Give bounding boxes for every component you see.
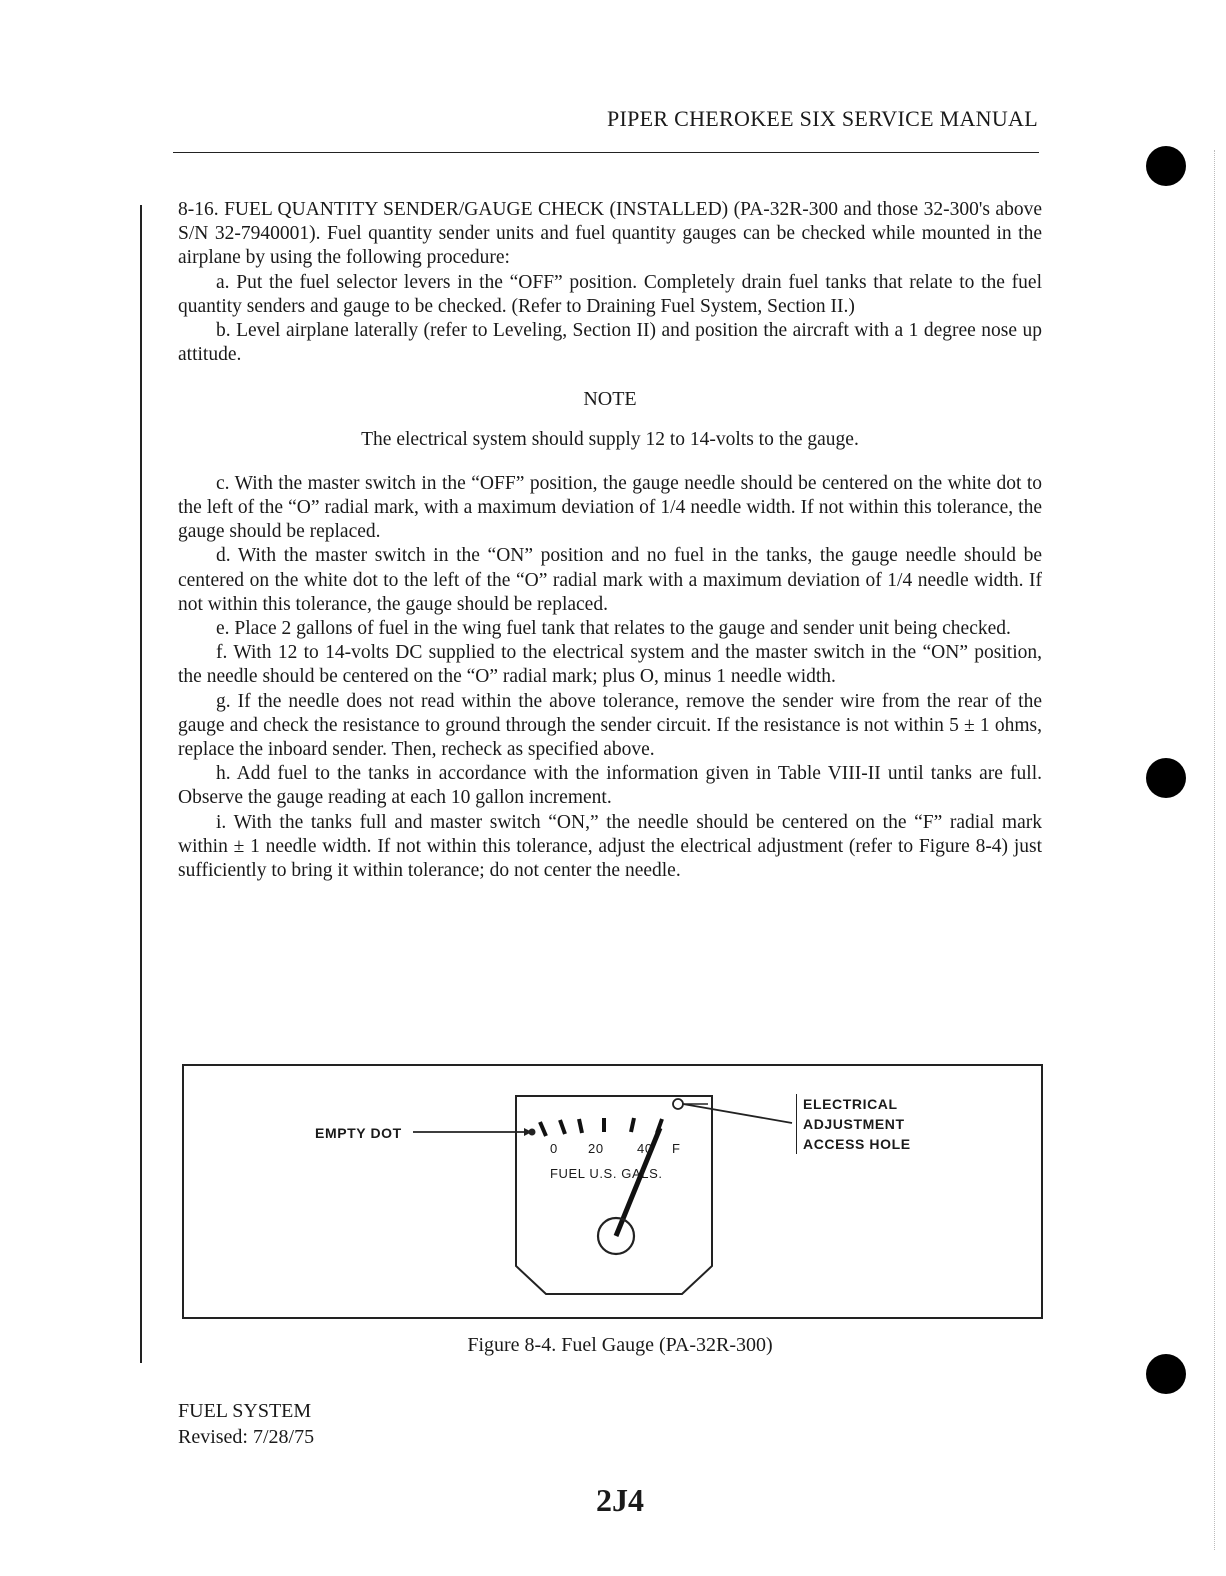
- gauge-scale-label-f: F: [672, 1141, 681, 1156]
- adjustment-label-line-1: ELECTRICAL: [803, 1096, 898, 1112]
- step-a: a. Put the fuel selector levers in the “OFF” position. Completely drain fuel tanks that relate to the fuel quantity senders and gauge to be checked. (Refer to Draining Fuel System, Section II.): [178, 271, 1042, 317]
- gauge-scale-label-20: 20: [588, 1141, 604, 1156]
- gauge-housing-outline: [516, 1096, 712, 1294]
- adjustment-leader-line: [683, 1104, 792, 1123]
- fuel-gauge-drawing: [184, 1066, 1041, 1317]
- adjustment-label: [796, 1094, 911, 1154]
- empty-dot-marker: [529, 1129, 536, 1136]
- step-f: f. With 12 to 14-volts DC supplied to the electrical system and the master switch in the “ON” position, the needle should be centered on the “O” radial mark; plus O, minus 1 needle width.: [178, 642, 1042, 688]
- adjustment-hole-icon: [673, 1099, 683, 1109]
- footer-revision-date: Revised: 7/28/75: [178, 1426, 315, 1448]
- gauge-scale-label-40: 40: [637, 1141, 653, 1156]
- gauge-tick: [540, 1122, 546, 1136]
- binder-hole-top: [1146, 146, 1186, 186]
- adjustment-label-line-3: ACCESS HOLE: [803, 1136, 911, 1152]
- gauge-tick: [631, 1118, 634, 1132]
- note-heading: NOTE: [583, 388, 637, 411]
- step-i: i. With the tanks full and master switch “ON,” the needle should be centered on the “F” radial mark within ± 1 needle width. If not within this tolerance, adjust the electrical adjustment (refer to Figure 8-4) just sufficiently to bring it within tolerance; do not center the needle.: [178, 811, 1042, 882]
- gauge-scale-label-0: 0: [550, 1141, 558, 1156]
- header-rule: [173, 152, 1039, 153]
- figure-caption: Figure 8-4. Fuel Gauge (PA-32R-300): [467, 1334, 773, 1356]
- step-b: b. Level airplane laterally (refer to Leveling, Section II) and position the aircraft with a 1 degree nose up attitude.: [178, 320, 1042, 366]
- gauge-tick: [579, 1119, 582, 1133]
- page-number: 2J4: [596, 1482, 644, 1518]
- step-g: g. If the needle does not read within the above tolerance, remove the sender wire from the rear of the gauge and check the resistance to ground through the sender circuit. If the resistance is not within 5 ± 1 ohms, replace the inboard sender. Then, recheck as specified above.: [178, 690, 1042, 761]
- binder-hole-bottom: [1146, 1354, 1186, 1394]
- revision-change-bar: [140, 205, 142, 1363]
- page-edge-marks: [1214, 150, 1215, 1550]
- step-e: e. Place 2 gallons of fuel in the wing fuel tank that relates to the gauge and sender unit being checked.: [216, 618, 1011, 640]
- footer-section-info: [178, 1398, 314, 1450]
- fuel-gauge-figure: [182, 1064, 1043, 1319]
- note-text: The electrical system should supply 12 to 14-volts to the gauge.: [361, 428, 859, 450]
- step-c: c. With the master switch in the “OFF” position, the gauge needle should be centered on the white dot to the left of the “O” radial mark, with a maximum deviation of 1/4 needle width. If not within this tolerance, the gauge should be replaced.: [178, 472, 1042, 543]
- gauge-units-label: FUEL U.S. GALS.: [550, 1166, 663, 1181]
- empty-dot-label: EMPTY DOT: [315, 1125, 402, 1141]
- procedure-text: [178, 198, 1042, 883]
- binder-hole-middle: [1146, 758, 1186, 798]
- section-intro: 8-16. FUEL QUANTITY SENDER/GAUGE CHECK (INSTALLED) (PA-32R-300 and those 32-300's above S/N 32-7940001). Fuel quantity sender units and fuel quantity gauges can be checked while mounted in the airplane by using the following procedure:: [178, 199, 1042, 269]
- step-h: h. Add fuel to the tanks in accordance with the information given in Table VIII-II until tanks are full. Observe the gauge reading at each 10 gallon increment.: [178, 763, 1042, 809]
- page-header-title: PIPER CHEROKEE SIX SERVICE MANUAL: [606, 106, 1038, 131]
- footer-section-name: FUEL SYSTEM: [178, 1400, 312, 1422]
- adjustment-label-line-2: ADJUSTMENT: [803, 1116, 905, 1132]
- gauge-tick: [560, 1120, 565, 1134]
- step-d: d. With the master switch in the “ON” position and no fuel in the tanks, the gauge needle should be centered on the white dot to the left of the “O” radial mark with a maximum deviation of 1/4 needle width. If not within this tolerance, the gauge should be replaced.: [178, 545, 1042, 615]
